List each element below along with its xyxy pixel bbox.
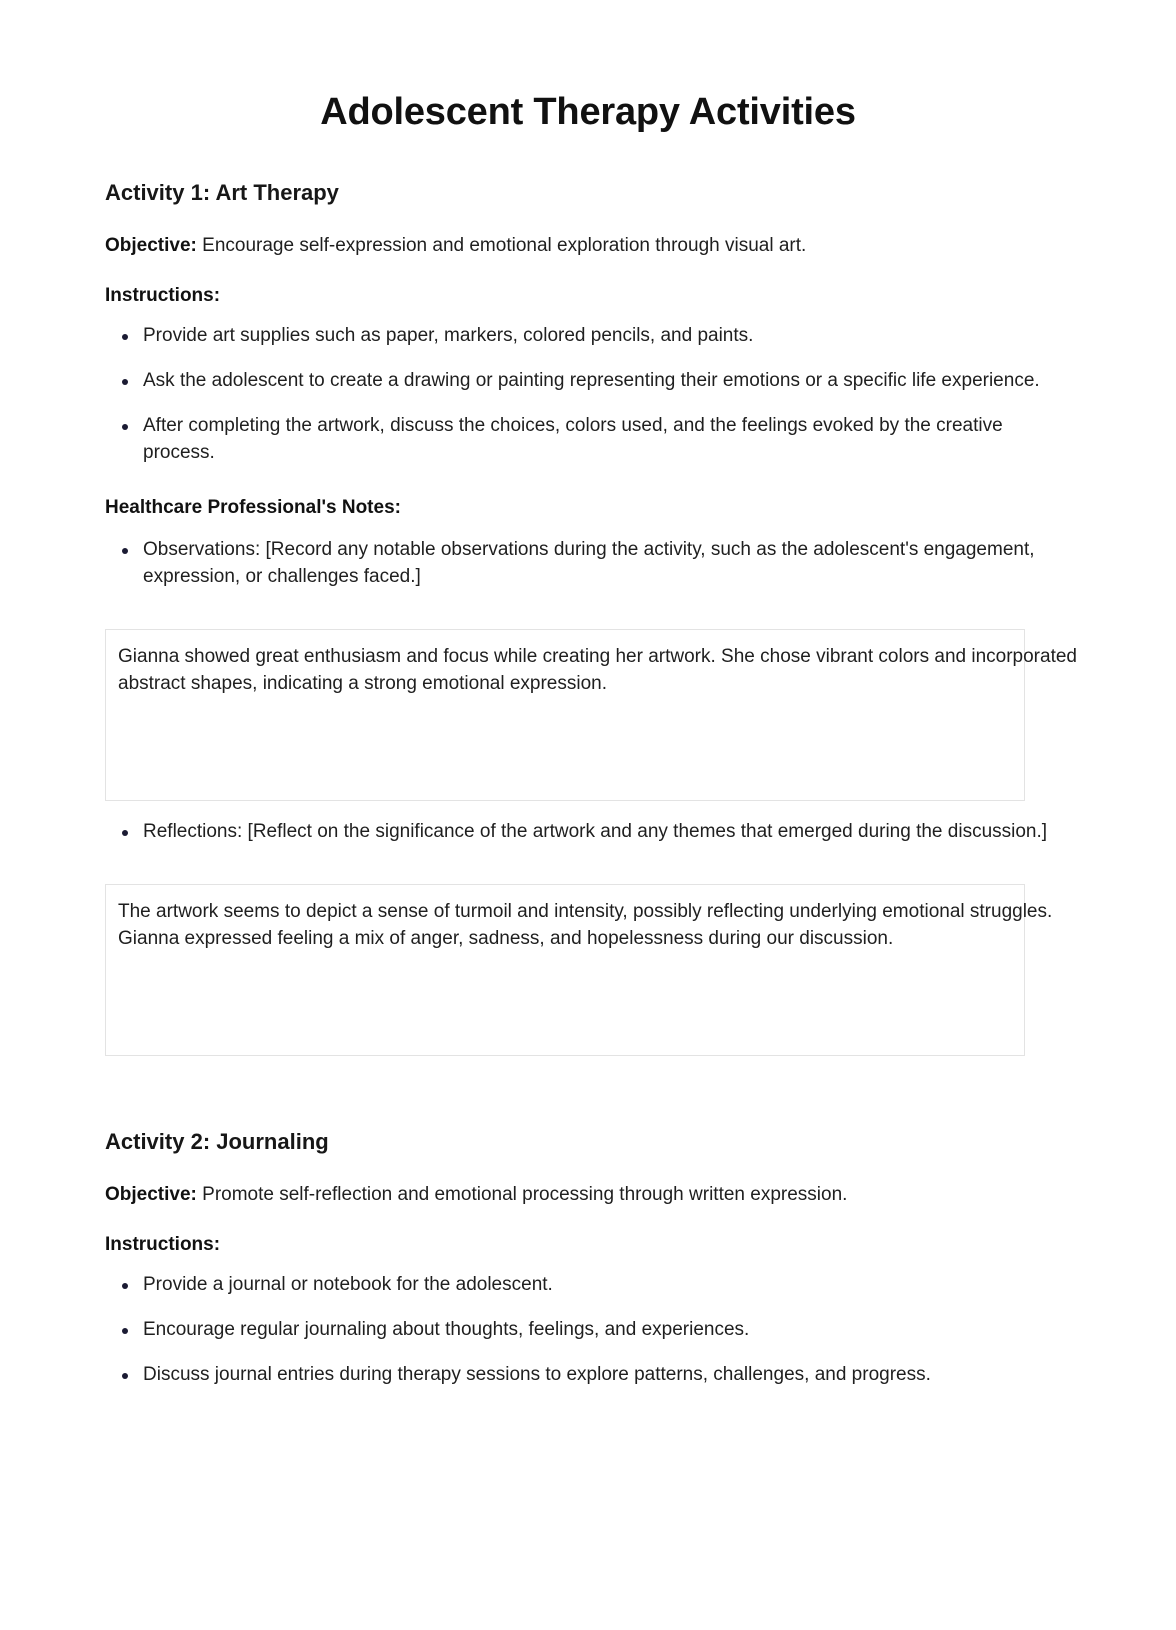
activity-1-heading: Activity 1: Art Therapy — [105, 179, 339, 205]
list-item: Ask the adolescent to create a drawing or painting representing their emotions or a specific life experience. — [105, 368, 1071, 395]
objective-label: Objective: — [105, 235, 197, 257]
list-item-reflections-prompt: Reflections: [Reflect on the significance of the artwork and any themes that emerged during the discussion.] — [105, 819, 1071, 846]
healthcare-professional-notes-label: Healthcare Professional's Notes: — [105, 496, 401, 518]
list-item: Provide art supplies such as paper, markers, colored pencils, and paints. — [105, 323, 1071, 350]
list-item: After completing the artwork, discuss the choices, colors used, and the feelings evoked by the creative process. — [105, 413, 1071, 467]
list-item: Encourage regular journaling about thoughts, feelings, and experiences. — [105, 1317, 1071, 1344]
section-spacer — [105, 1056, 1071, 1082]
activity-2-instruction-list — [105, 1256, 1071, 1389]
activity-1-instruction-list — [105, 307, 1071, 467]
activity-1-objective — [105, 206, 1071, 260]
observations-answer-text: Gianna showed great enthusiasm and focus while creating her artwork. She chose vibrant colors and incorporated abstract shapes, indicating a strong emotional expression. — [118, 645, 1077, 694]
activity-2-instructions-label: Instructions: — [105, 1233, 221, 1255]
activity-2-section — [105, 1082, 1071, 1389]
activity-2-heading: Activity 2: Journaling — [105, 1128, 329, 1154]
reflections-answer-text: The artwork seems to depict a sense of turmoil and intensity, possibly reflecting underlying emotional struggles. Gianna expressed feeling a mix of anger, sadness, and hopelessness during our discussion. — [118, 900, 1053, 949]
page-title: Adolescent Therapy Activities — [320, 91, 856, 133]
reflections-prompt-list — [105, 801, 1071, 846]
observations-answer-box[interactable] — [105, 629, 1077, 801]
activity-1-section — [105, 134, 1077, 1056]
activity-2-objective — [105, 1155, 1071, 1209]
objective-label: Objective: — [105, 1184, 197, 1206]
list-item: Provide a journal or notebook for the adolescent. — [105, 1272, 1071, 1299]
objective-text: Encourage self-expression and emotional exploration through visual art. — [196, 235, 807, 257]
list-item-observations-prompt: Observations: [Record any notable observations during the activity, such as the adolescent's engagement, expression, or challenges faced.] — [105, 537, 1071, 591]
objective-text: Promote self-reflection and emotional processing through written expression. — [196, 1184, 848, 1206]
list-item: Discuss journal entries during therapy sessions to explore patterns, challenges, and progress. — [105, 1362, 1071, 1389]
observations-prompt-list — [105, 519, 1071, 591]
activity-1-instructions-label: Instructions: — [105, 284, 221, 306]
reflections-answer-box[interactable] — [105, 884, 1053, 1056]
